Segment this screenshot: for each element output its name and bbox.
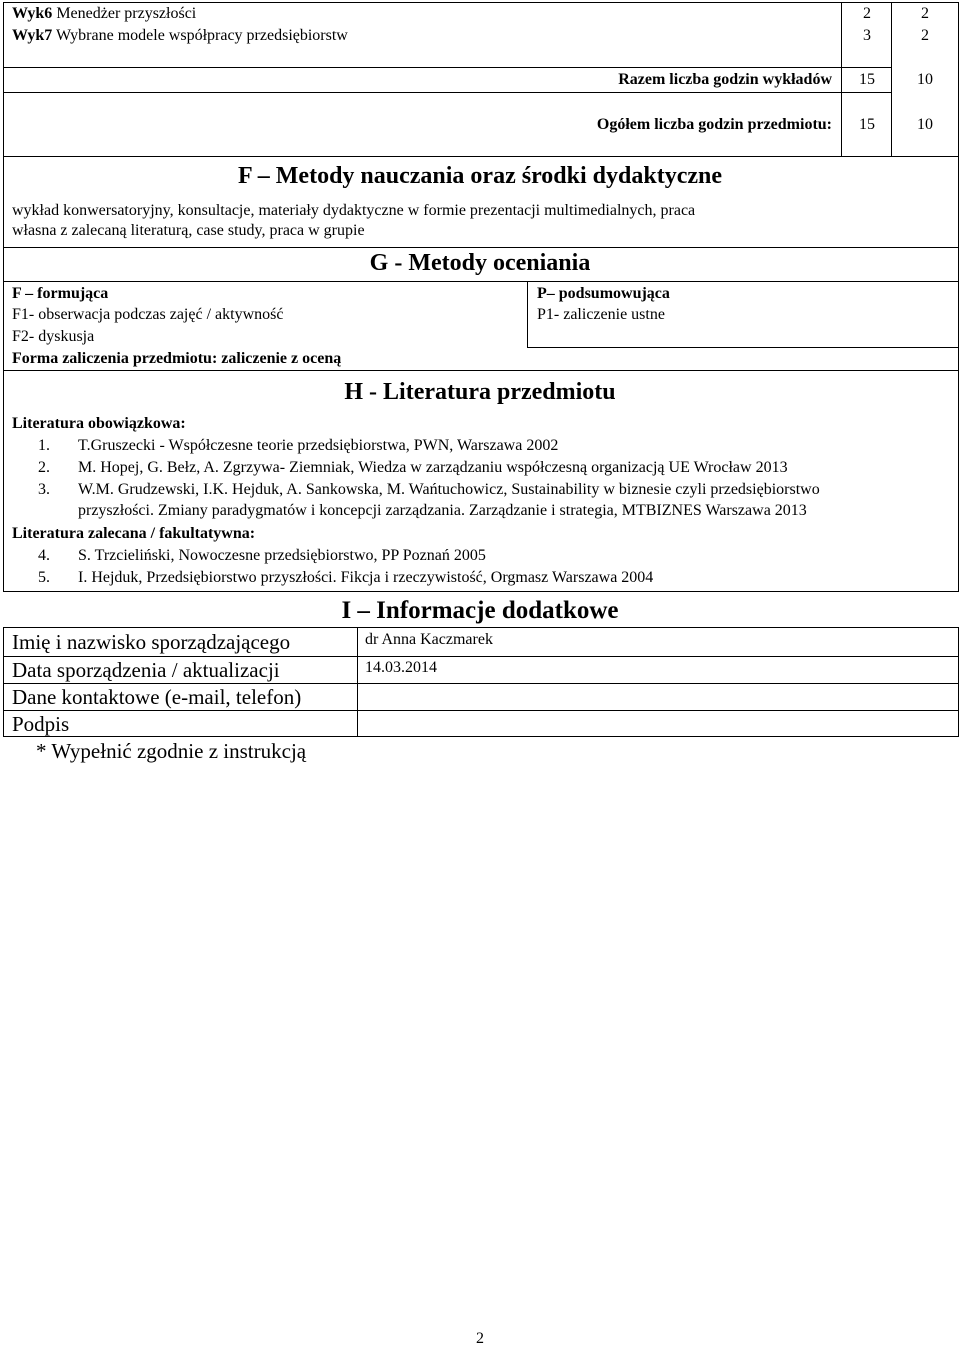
total-subject-label: Ogółem liczba godzin przedmiotu:	[596, 116, 832, 133]
reference-text-continued: przyszłości. Zmiany paradygmatów i koncepcji zarządzania. Zarządzanie i strategia, MTBIZNES Warszawa 2013	[78, 502, 807, 519]
info-row-divider	[3, 683, 959, 684]
section-h-title: H - Literatura przedmiotu	[344, 379, 616, 405]
section-g-title: G - Metody oceniania	[369, 250, 591, 276]
formative-item: F2- dyskusja	[12, 328, 95, 345]
info-row-divider	[3, 710, 959, 711]
reference-number: 5.	[38, 569, 50, 586]
reference-number: 4.	[38, 547, 50, 564]
info-value: dr Anna Kaczmarek	[365, 631, 493, 648]
info-label: Podpis	[12, 712, 70, 736]
hours-value: 2	[921, 27, 929, 44]
total-lectures-label: Razem liczba godzin wykładów	[618, 71, 832, 88]
assessment-form: Forma zaliczenia przedmiotu: zaliczenie z oceną	[12, 350, 342, 367]
total-lectures-value: 15	[859, 71, 875, 88]
hours-value: 3	[863, 27, 871, 44]
reference-number: 2.	[38, 459, 50, 476]
total-lectures-value: 10	[917, 71, 933, 88]
formative-item: F1- obserwacja podczas zajęć / aktywność	[12, 306, 284, 323]
hours-value: 2	[863, 5, 871, 22]
reference-text: S. Trzcieliński, Nowoczesne przedsiębiorstwo, PP Poznań 2005	[78, 547, 486, 564]
summative-heading: P– podsumowująca	[537, 285, 670, 302]
lecture-row	[12, 27, 348, 45]
reference-text: I. Hejduk, Przedsiębiorstwo przyszłości. Fikcja i rzeczywistość, Orgmasz Warszawa 2004	[78, 569, 654, 586]
recommended-label: Literatura zalecana / fakultatywna:	[12, 525, 256, 542]
section-f-text: wykład konwersatoryjny, konsultacje, materiały dydaktyczne w formie prezentacji multimedialnych, praca	[12, 202, 696, 219]
hours-value: 2	[921, 5, 929, 22]
footnote: * Wypełnić zgodnie z instrukcją	[36, 739, 307, 763]
mandatory-label: Literatura obowiązkowa:	[12, 415, 186, 432]
lecture-name: Wybrane modele współpracy przedsiębiorstw	[56, 27, 348, 44]
formative-heading: F – formująca	[12, 285, 109, 302]
info-row-divider	[3, 656, 959, 657]
lecture-code: Wyk7	[12, 27, 53, 44]
info-label: Imię i nazwisko sporządzającego	[12, 630, 291, 654]
section-i-title: I – Informacje dodatkowe	[341, 597, 619, 624]
page-number: 2	[476, 1330, 484, 1347]
section-f-title: F – Metody nauczania oraz środki dydaktyczne	[238, 163, 722, 189]
reference-text: T.Gruszecki - Współczesne teorie przedsiębiorstwa, PWN, Warszawa 2002	[78, 437, 559, 454]
lecture-row	[12, 5, 196, 23]
summative-item: P1- zaliczenie ustne	[537, 306, 665, 323]
lecture-name: Menedżer przyszłości	[56, 5, 197, 22]
info-label: Data sporządzenia / aktualizacji	[12, 658, 280, 682]
total-subject-value: 10	[917, 116, 933, 133]
reference-text: M. Hopej, G. Bełz, A. Zgrzywa- Ziemniak, Wiedza w zarządzaniu współczesną organizacją UE Wrocław 2013	[78, 459, 788, 476]
reference-text: W.M. Grudzewski, I.K. Hejduk, A. Sankowska, M. Wańtuchowicz, Sustainability w biznesie czyli przedsiębiorstwo	[78, 481, 820, 498]
info-col-divider	[357, 627, 358, 737]
info-value: 14.03.2014	[365, 659, 437, 676]
section-f-text: własna z zalecaną literaturą, case study, praca w grupie	[12, 222, 365, 239]
total-subject-value: 15	[859, 116, 875, 133]
reference-number: 1.	[38, 437, 50, 454]
lecture-code: Wyk6	[12, 5, 53, 22]
reference-number: 3.	[38, 481, 50, 498]
info-label: Dane kontaktowe (e-mail, telefon)	[12, 685, 302, 709]
